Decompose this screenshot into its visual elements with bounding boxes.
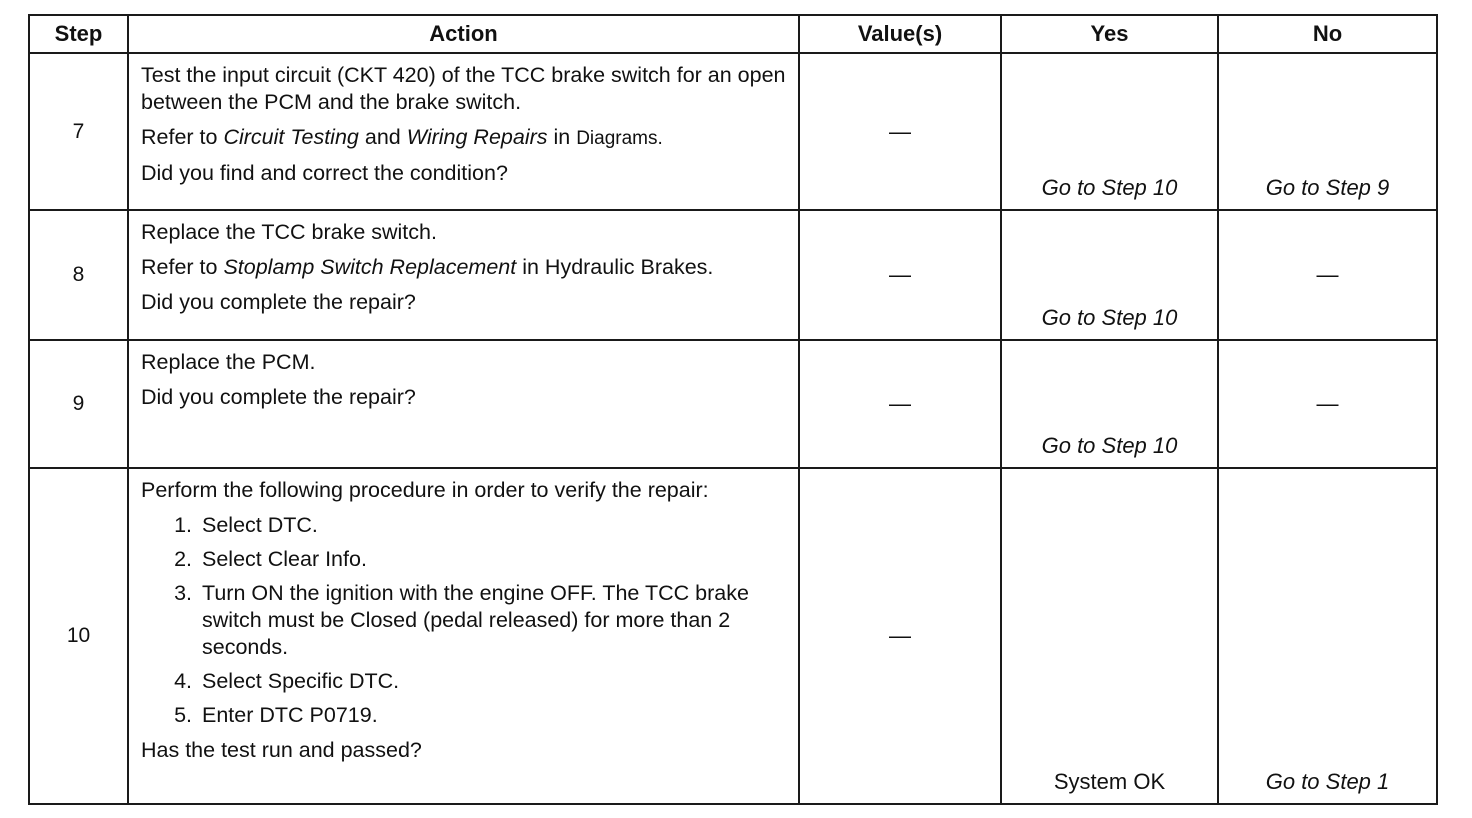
header-yes: Yes xyxy=(1001,15,1218,53)
table-row xyxy=(29,468,1437,804)
procedure-step: 4. Select Specific DTC. xyxy=(198,668,786,695)
table-row xyxy=(29,210,1437,340)
no-cell: Go to Step 1 xyxy=(1218,468,1437,804)
table-row xyxy=(29,340,1437,468)
action-question: Did you complete the repair? xyxy=(141,385,416,409)
yes-cell: Go to Step 10 xyxy=(1001,340,1218,468)
action-question: Did you find and correct the condition? xyxy=(141,161,508,185)
diagnostic-table xyxy=(28,14,1438,805)
yes-cell: Go to Step 10 xyxy=(1001,53,1218,210)
yes-cell: System OK xyxy=(1001,468,1218,804)
procedure-step: 2. Select Clear Info. xyxy=(198,546,786,573)
no-cell: — xyxy=(1218,340,1437,468)
step-number: 10 xyxy=(29,468,128,804)
yes-cell: Go to Step 10 xyxy=(1001,210,1218,340)
value-cell: — xyxy=(799,210,1001,340)
procedure-list xyxy=(141,512,786,729)
action-instruction: Perform the following procedure in order to verify the repair: xyxy=(141,478,709,502)
action-instruction: Test the input circuit (CKT 420) of the TCC brake switch for an open between the PCM and the brake switch. xyxy=(141,63,786,114)
value-cell: — xyxy=(799,53,1001,210)
action-reference: Refer to Circuit Testing and Wiring Repairs in Diagrams. xyxy=(141,125,663,149)
action-reference: Refer to Stoplamp Switch Replacement in Hydraulic Brakes. xyxy=(141,255,714,279)
header-row xyxy=(29,15,1437,53)
action-cell xyxy=(128,468,799,804)
header-values: Value(s) xyxy=(799,15,1001,53)
value-cell: — xyxy=(799,340,1001,468)
step-number: 7 xyxy=(29,53,128,210)
header-action: Action xyxy=(128,15,799,53)
action-question: Has the test run and passed? xyxy=(141,738,422,762)
action-instruction: Replace the PCM. xyxy=(141,350,316,374)
action-cell xyxy=(128,210,799,340)
procedure-step: 3. Turn ON the ignition with the engine OFF. The TCC brake switch must be Closed (pedal released) for more than 2 seconds. xyxy=(198,580,786,661)
header-step: Step xyxy=(29,15,128,53)
action-cell xyxy=(128,53,799,210)
step-number: 9 xyxy=(29,340,128,468)
no-cell: — xyxy=(1218,210,1437,340)
procedure-step: 1. Select DTC. xyxy=(198,512,786,539)
value-cell: — xyxy=(799,468,1001,804)
action-question: Did you complete the repair? xyxy=(141,290,416,314)
table-row xyxy=(29,53,1437,210)
procedure-step: 5. Enter DTC P0719. xyxy=(198,702,786,729)
action-cell xyxy=(128,340,799,468)
action-instruction: Replace the TCC brake switch. xyxy=(141,220,437,244)
no-cell: Go to Step 9 xyxy=(1218,53,1437,210)
step-number: 8 xyxy=(29,210,128,340)
header-no: No xyxy=(1218,15,1437,53)
